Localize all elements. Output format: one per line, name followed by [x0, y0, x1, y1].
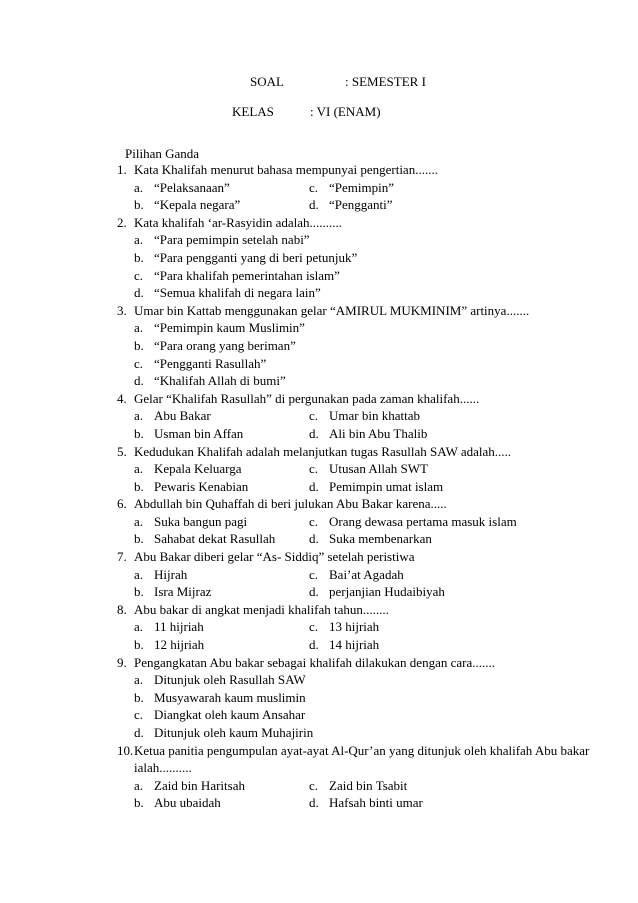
- option-letter: d.: [309, 197, 319, 213]
- option-letter: d.: [309, 425, 319, 441]
- option-letter: d.: [134, 725, 144, 740]
- answer-option: [309, 179, 484, 197]
- option-row: [134, 794, 597, 812]
- answer-option: [309, 478, 484, 496]
- answer-option: [134, 724, 597, 742]
- answer-option: [309, 794, 484, 812]
- question-item: [117, 443, 597, 496]
- option-text: 11 hijriah: [154, 619, 204, 635]
- answer-option: [134, 355, 597, 373]
- option-letter: c.: [309, 179, 319, 195]
- soal-label: SOAL: [250, 74, 284, 89]
- answer-option: [134, 513, 309, 531]
- question-text: Abdullah bin Quhaffah di beri julukan Abu Bakar karena.....: [134, 496, 447, 512]
- header-row-soal: [0, 73, 638, 91]
- question-text: Abu bakar di angkat menjadi khalifah tahun........: [134, 601, 389, 617]
- option-letter: d.: [309, 795, 319, 811]
- answer-option: [134, 583, 309, 601]
- option-row: [134, 583, 597, 601]
- question-item: [117, 390, 597, 443]
- question-text: Gelar “Khalifah Rasullah” di pergunakan pada zaman khalifah......: [134, 390, 480, 406]
- answer-option: [309, 777, 484, 795]
- option-letter: b.: [134, 795, 144, 811]
- option-letter: b.: [134, 337, 144, 353]
- option-text: “Para orang yang beriman”: [154, 337, 296, 353]
- question-number: 10.: [117, 742, 134, 758]
- header-row-kelas: [0, 103, 638, 121]
- option-text: Kepala Keluarga: [154, 461, 242, 477]
- answer-option: [309, 460, 484, 478]
- question-item: [117, 214, 597, 302]
- answer-option: [134, 777, 309, 795]
- question-text: Umar bin Kattab menggunakan gelar “AMIRUL MUKMINIM” artinya.......: [134, 302, 530, 318]
- answer-option: [309, 530, 484, 548]
- question-number: 3.: [117, 302, 127, 318]
- option-text: Umar bin khattab: [329, 408, 420, 424]
- answer-option: [309, 425, 484, 443]
- section-title: Pilihan Ganda: [125, 146, 200, 161]
- option-row: [134, 777, 597, 795]
- answer-option: [134, 566, 309, 584]
- option-text: Isra Mijraz: [154, 584, 212, 600]
- option-row: [134, 636, 597, 654]
- option-text: 13 hijriah: [329, 619, 380, 635]
- option-letter: d.: [309, 584, 319, 600]
- option-text: Abu Bakar: [154, 408, 211, 424]
- answer-option: [309, 583, 484, 601]
- option-letter: c.: [134, 267, 144, 283]
- answer-options: [134, 777, 597, 812]
- option-letter: c.: [134, 355, 144, 371]
- soal-value: : SEMESTER I: [345, 74, 426, 89]
- answer-options: [134, 231, 597, 301]
- answer-option: [309, 513, 517, 531]
- option-text: Zaid bin Tsabit: [329, 777, 408, 793]
- option-letter: b.: [134, 478, 144, 494]
- question-number: 4.: [117, 390, 127, 406]
- option-text: “Khalifah Allah di bumi”: [154, 373, 286, 389]
- answer-option: [134, 689, 597, 707]
- option-text: Pemimpin umat islam: [329, 478, 444, 494]
- option-text: “Pengganti Rasullah”: [154, 355, 267, 371]
- answer-option: [134, 337, 597, 355]
- option-row: [134, 460, 597, 478]
- option-text: “Semua khalifah di negara lain”: [154, 285, 321, 301]
- option-letter: a.: [134, 179, 144, 195]
- question-text: Abu Bakar diberi gelar “As- Siddiq” setelah peristiwa: [134, 549, 415, 565]
- answer-option: [309, 196, 484, 214]
- option-text: Diangkat oleh kaum Ansahar: [154, 707, 306, 723]
- kelas-label: KELAS: [232, 104, 274, 120]
- option-row: [134, 478, 597, 496]
- option-letter: a.: [134, 461, 144, 477]
- option-letter: c.: [134, 707, 144, 723]
- answer-option: [134, 618, 309, 636]
- option-text: “Pelaksanaan”: [154, 179, 230, 195]
- option-text: Zaid bin Haritsah: [154, 777, 245, 793]
- question-item: [117, 654, 597, 742]
- question-item: [117, 161, 597, 214]
- option-letter: a.: [134, 672, 144, 688]
- answer-options: [134, 179, 597, 214]
- option-letter: a.: [134, 619, 144, 635]
- option-text: Suka bangun pagi: [154, 513, 248, 529]
- question-text: Pengangkatan Abu bakar sebagai khalifah dilakukan dengan cara.......: [134, 654, 495, 670]
- option-letter: a.: [134, 777, 144, 793]
- option-text: Musyawarah kaum muslimin: [154, 689, 306, 705]
- answer-option: [134, 372, 597, 390]
- question-number: 2.: [117, 214, 127, 230]
- option-letter: b.: [134, 197, 144, 213]
- option-row: [134, 179, 597, 197]
- answer-options: [134, 407, 597, 442]
- option-text: Orang dewasa pertama masuk islam: [329, 513, 517, 529]
- option-text: “Pemimpin kaum Muslimin”: [154, 320, 305, 336]
- question-text: Kata Khalifah menurut bahasa mempunyai pengertian.......: [134, 162, 438, 177]
- question-text: Kata khalifah ‘ar-Rasyidin adalah..........: [134, 214, 343, 230]
- option-row: [134, 425, 597, 443]
- answer-options: [134, 566, 597, 601]
- answer-option: [134, 706, 597, 724]
- answer-option: [134, 460, 309, 478]
- option-text: Pewaris Kenabian: [154, 478, 249, 494]
- option-letter: b.: [134, 637, 144, 653]
- answer-option: [134, 319, 597, 337]
- question-item: [117, 742, 597, 812]
- answer-option: [134, 478, 309, 496]
- question-number: 1.: [117, 162, 127, 177]
- option-letter: b.: [134, 689, 144, 705]
- answer-option: [134, 284, 597, 302]
- option-letter: a.: [134, 566, 144, 582]
- question-number: 8.: [117, 601, 127, 617]
- answer-option: [309, 636, 484, 654]
- option-row: [134, 566, 597, 584]
- option-letter: d.: [309, 637, 319, 653]
- option-text: Hafsah binti umar: [329, 795, 423, 811]
- option-row: [134, 196, 597, 214]
- answer-option: [134, 267, 597, 285]
- option-letter: c.: [309, 619, 319, 635]
- question-number: 6.: [117, 496, 127, 512]
- option-text: “Pengganti”: [329, 197, 393, 213]
- option-text: Ditunjuk oleh Rasullah SAW: [154, 672, 306, 688]
- answer-options: [134, 513, 597, 548]
- option-text: “Para pengganti yang di beri petunjuk”: [154, 249, 358, 265]
- option-letter: b.: [134, 531, 144, 547]
- option-text: Ditunjuk oleh kaum Muhajirin: [154, 725, 314, 740]
- answer-option: [309, 618, 484, 636]
- option-text: Bai’at Agadah: [329, 566, 404, 582]
- question-number: 9.: [117, 654, 127, 670]
- exam-header: [0, 73, 638, 133]
- question-item: [117, 601, 597, 654]
- question-number: 7.: [117, 549, 127, 565]
- option-text: “Para khalifah pemerintahan islam”: [154, 267, 340, 283]
- kelas-value: : VI (ENAM): [310, 104, 381, 120]
- option-letter: c.: [309, 408, 319, 424]
- question-text: Kedudukan Khalifah adalah melanjutkan tugas Rasullah SAW adalah.....: [134, 443, 512, 459]
- question-item: [117, 302, 597, 390]
- option-text: “Para pemimpin setelah nabi”: [154, 232, 310, 248]
- option-letter: a.: [134, 232, 144, 248]
- option-letter: d.: [309, 531, 319, 547]
- option-text: Usman bin Affan: [154, 425, 244, 441]
- answer-options: [134, 319, 597, 389]
- option-letter: d.: [309, 478, 319, 494]
- option-letter: c.: [309, 777, 319, 793]
- answer-option: [134, 407, 309, 425]
- option-letter: b.: [134, 249, 144, 265]
- option-letter: a.: [134, 513, 144, 529]
- option-text: Suka membenarkan: [329, 531, 432, 547]
- answer-option: [134, 249, 597, 267]
- answer-option: [134, 671, 597, 689]
- answer-options: [134, 618, 597, 653]
- option-letter: a.: [134, 320, 144, 336]
- answer-options: [134, 671, 597, 741]
- option-text: Utusan Allah SWT: [329, 461, 428, 477]
- option-text: 12 hijriah: [154, 637, 205, 653]
- option-row: [134, 407, 597, 425]
- option-text: perjanjian Hudaibiyah: [329, 584, 445, 600]
- answer-options: [134, 460, 597, 495]
- question-text: Ketua panitia pengumpulan ayat-ayat Al-Qur’an yang ditunjuk oleh khalifah Abu bakar ialah..........: [134, 742, 590, 776]
- answer-option: [134, 530, 309, 548]
- option-text: Abu ubaidah: [154, 795, 221, 811]
- option-text: “Pemimpin”: [329, 179, 394, 195]
- option-text: Hijrah: [154, 566, 188, 582]
- option-letter: b.: [134, 425, 144, 441]
- option-letter: c.: [309, 513, 319, 529]
- option-row: [134, 530, 597, 548]
- question-number: 5.: [117, 443, 127, 459]
- option-text: “Kepala negara”: [154, 197, 241, 213]
- question-list: [117, 161, 597, 812]
- answer-option: [134, 794, 309, 812]
- option-text: Sahabat dekat Rasullah: [154, 531, 276, 547]
- option-row: [134, 618, 597, 636]
- option-row: [134, 513, 597, 531]
- answer-option: [134, 179, 309, 197]
- option-letter: a.: [134, 408, 144, 424]
- option-letter: d.: [134, 285, 144, 301]
- option-letter: c.: [309, 461, 319, 477]
- answer-option: [309, 407, 484, 425]
- question-item: [117, 548, 597, 601]
- question-item: [117, 495, 597, 548]
- answer-option: [134, 636, 309, 654]
- option-letter: c.: [309, 566, 319, 582]
- answer-option: [134, 425, 309, 443]
- answer-option: [134, 196, 309, 214]
- answer-option: [134, 231, 597, 249]
- option-letter: b.: [134, 584, 144, 600]
- option-text: 14 hijriah: [329, 637, 380, 653]
- option-letter: d.: [134, 373, 144, 389]
- answer-option: [309, 566, 484, 584]
- option-text: Ali bin Abu Thalib: [329, 425, 428, 441]
